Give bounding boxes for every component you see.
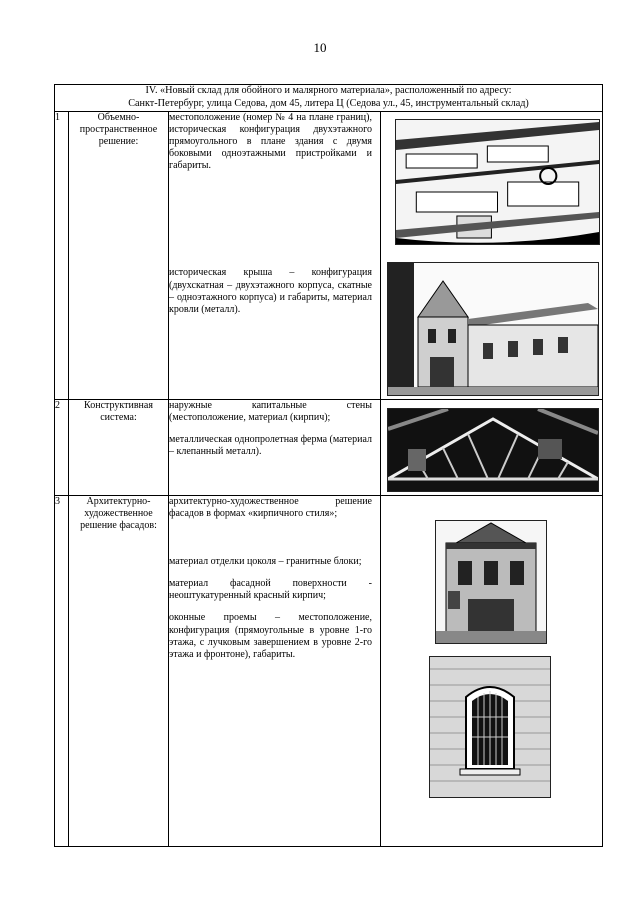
table-row bbox=[55, 495, 603, 846]
row-number: 3 bbox=[55, 495, 69, 846]
row-description bbox=[169, 399, 381, 495]
desc-paragraph: местоположение (номер № 4 на плане границ), историческая конфигурация двухэтажного прямоугольного в плане здания с двумя боковыми одноэтажными пристройками и габариты. bbox=[169, 111, 372, 172]
table-row bbox=[55, 111, 603, 399]
row-photos bbox=[381, 111, 603, 399]
window-photo bbox=[429, 656, 551, 798]
heritage-table bbox=[54, 84, 603, 847]
site-plan-image bbox=[395, 119, 600, 245]
truss-photo bbox=[387, 408, 599, 492]
row-number: 1 bbox=[55, 111, 69, 399]
desc-paragraph: материал фасадной поверхности - неоштукатуренный красный кирпич; bbox=[169, 578, 372, 602]
desc-paragraph: оконные проемы – местоположение, конфигурация (прямоугольные в уровне 1-го этажа, с лучковым завершением в уровне 2-го этажа и фронтоне), габариты. bbox=[169, 612, 372, 660]
row-title: Объемно-пространственное решение: bbox=[69, 111, 169, 399]
desc-paragraph: наружные капитальные стены (местоположение, материал (кирпич); bbox=[169, 399, 372, 423]
row-title: Архитектурно-художественное решение фасадов: bbox=[69, 495, 169, 846]
row-photos bbox=[381, 495, 603, 846]
row-description bbox=[169, 495, 381, 846]
desc-paragraph: историческая крыша – конфигурация (двухскатная – двухэтажного корпуса, скатные – одноэтажного корпуса) и габариты, материал кровли (металл). bbox=[169, 267, 372, 315]
section-header-line1: IV. «Новый склад для обойного и малярного материала», расположенный по адресу: bbox=[145, 85, 512, 96]
row-description bbox=[169, 111, 381, 399]
page-number: 10 bbox=[313, 40, 327, 55]
table-row bbox=[55, 399, 603, 495]
section-header bbox=[55, 85, 603, 112]
facade-photo bbox=[435, 520, 547, 644]
row-photos bbox=[381, 399, 603, 495]
desc-paragraph: металлическая однопролетная ферма (материал – клепанный металл). bbox=[169, 433, 372, 458]
building-photo bbox=[387, 262, 599, 396]
row-title: Конструктивная система: bbox=[69, 399, 169, 495]
desc-paragraph: архитектурно-художественное решение фасадов в формах «кирпичного стиля»; bbox=[169, 495, 372, 519]
table-header-row bbox=[55, 85, 603, 112]
section-header-line2: Санкт-Петербург, улица Седова, дом 45, литера Ц (Седова ул., 45, инструментальный склад) bbox=[128, 97, 529, 109]
desc-paragraph: материал отделки цоколя – гранитные блоки; bbox=[169, 555, 362, 567]
row-number: 2 bbox=[55, 399, 69, 495]
